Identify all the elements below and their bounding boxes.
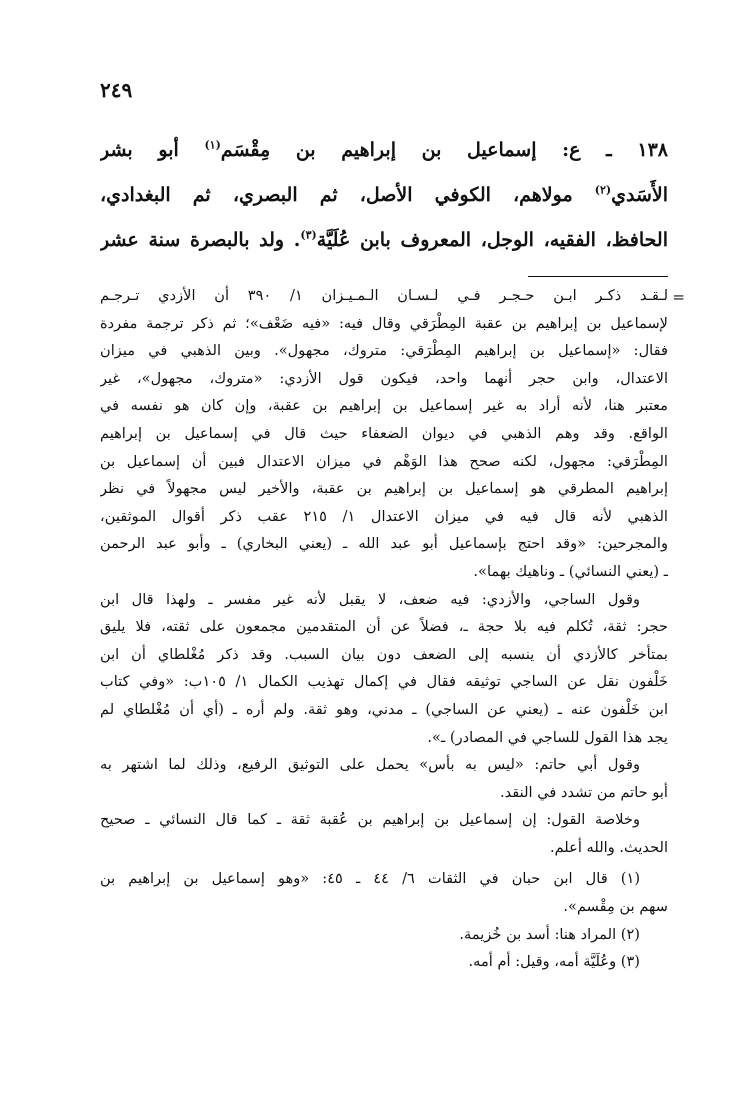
footnote-1-cont: سهم بن مِقْسم».: [563, 898, 668, 916]
note-line: إبراهيم المطرقي هو إسماعيل بن إبراهيم بن عقبة، والأخير ليس مجهولاً في نظر: [100, 480, 668, 498]
main-line-1: ١٣٨ ـ ع: إسماعيل بن إبراهيم بن مِقْسَم$^{(١)}$ أبو بشر: [100, 138, 668, 161]
note-line: وقول أبي حاتم: «ليس به بأس» يحمل على التوثيق الرفيع، وذلك لما اشتهر به: [100, 756, 640, 774]
page-number: ٢٤٩: [100, 78, 133, 102]
note-line: والمجرحين: «وقد احتج بإسماعيل أبو عبد الله ـ (يعني البخاري) ـ وأبو عبد الرحمن: [100, 535, 668, 553]
note-line: لـقـد ذكـر ابـن حـجـر فـي لـسـان الـمـيـزان ١/ ٣٩٠ أن الأزدي تـرجـم: [100, 287, 668, 304]
note-line: الحديث. والله أعلم.: [549, 838, 668, 856]
note-line: لإسماعيل بن إبراهيم بن عقبة المِطْرَقي وقال فيه: «فيه ضَعْف»؛ ثم ذكر ترجمة مفردة: [100, 314, 668, 332]
footnote-2: (٢) المراد هنا: أسد بن خُزيمة.: [459, 925, 640, 943]
footnote-ref-3[interactable]: (٣): [300, 228, 317, 242]
main-line-2: الأَسَدي$^{(٢)}$ مولاهم، الكوفي الأصل، ثم البصري، ثم البغدادي،: [100, 183, 668, 206]
note-line: وقول الساجي، والأزدي: فيه ضعف، لا يقبل لأنه غير مفسر ـ ولهذا قال ابن: [100, 590, 640, 608]
note-line: يجد هذا القول للساجي في المصادر) ـ».: [427, 728, 668, 746]
note-line: وخلاصة القول: إن إسماعيل بن إبراهيم بن عُقبة ثقة ـ كما قال النسائي ـ صحيح: [100, 811, 640, 829]
note-line: ـ (يعني النسائي) ـ وناهيك بهما».: [473, 562, 668, 580]
note-line: الذهبي لأنه قال فيه في ميزان الاعتدال ١/ ٢١٥ عقب ذكر أقوال الموثقين،: [100, 507, 668, 525]
note-line: الاعتدال، وابن حجر أنهما واحد، فيكون قول الأزدي: «متروك، مجهول»، غير: [100, 369, 668, 387]
note-line: خَلْفون نقل عن الساجي توثيقه فقال في إكمال تهذيب الكمال ١/ ١٠٥ب: «وفي كتاب: [100, 673, 668, 691]
footnote-1: (١) قال ابن حبان في الثقات ٦/ ٤٤ ـ ٤٥: «وهو إسماعيل بن إبراهيم بن: [100, 870, 641, 888]
note-line: فقال: «إسماعيل بن إبراهيم المِطْرَقي: متروك، مجهول». وبين الذهبي في ميزان: [100, 342, 668, 360]
footnotes-area: [100, 282, 668, 976]
note-line: بمتأخر كالأزدي أن ينسبه إلى الضعف دون بيان السبب. وقد ذكر مُغْلطاي أن ابن: [100, 645, 668, 663]
note-line: الواقع. وقد وهم الذهبي في ديوان الضعفاء حيث قال في إسماعيل بن إبراهيم: [100, 424, 668, 442]
note-line: معتبر هنا، لأنه أراد به غير إسماعيل بن إبراهيم بن عقبة، وإن كان هو نفسه في: [100, 397, 668, 415]
main-line-3: الحافظ، الفقيه، الوجل، المعروف بابن عُلَيَّة$^{(٣)}$. ولد بالبصرة سنة عشر: [100, 228, 668, 251]
note-line: ابن خَلْفون عنه ـ (يعني عن الساجي) ـ مدني، وهو ثقة. ولم أره ـ (أي أن مُغْلطاي لم: [100, 700, 668, 718]
note-line: أبو حاتم من تشدد في النقد.: [500, 783, 668, 801]
note-line: المِطْرَقي: مجهول، لكنه صحح هذا الوَهْم في ميزان الاعتدال فبين أن إسماعيل بن: [100, 452, 668, 470]
main-text: [100, 128, 668, 263]
footnote-ref-1[interactable]: (١): [204, 138, 221, 152]
note-line: حجر: ثقة، تُكلم فيه بلا حجة ـ، فضلاً عن أن المتقدمين مجمعون على ثقته، فلا يليق: [100, 618, 668, 636]
footnote-3: (٣) وعُلَيَّة أمه، وقيل: أم أمه.: [468, 953, 640, 971]
continuation-mark: =: [672, 288, 685, 306]
footnote-separator: [528, 276, 668, 277]
footnote-ref-2[interactable]: (٢): [594, 183, 612, 197]
